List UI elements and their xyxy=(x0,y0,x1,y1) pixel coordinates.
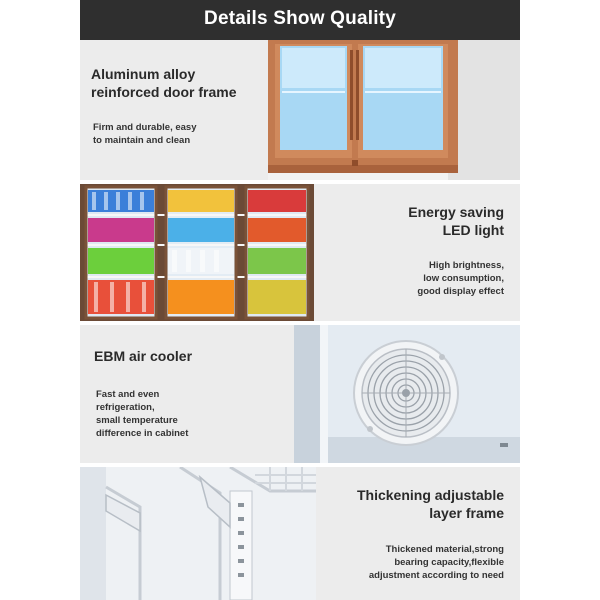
product-detail-page xyxy=(80,0,520,600)
layer-frame-image xyxy=(80,467,316,600)
section-description: Fast and even refrigeration, small temperature difference in cabinet xyxy=(96,389,189,439)
section-heading: Aluminum alloy reinforced door frame xyxy=(91,66,237,100)
page-title: Details Show Quality xyxy=(80,0,520,40)
section-air-cooler xyxy=(80,325,520,463)
section-description: Firm and durable, easy to maintain and clean xyxy=(93,122,197,146)
section-description: Thickened material,strong bearing capacity,flexible adjustment according to need xyxy=(368,544,504,581)
section-led-light xyxy=(80,184,520,321)
section-description: High brightness, low consumption, good display effect xyxy=(417,260,504,297)
led-cooler-image xyxy=(80,184,314,321)
section-heading: Energy saving LED light xyxy=(408,204,504,238)
air-cooler-image xyxy=(294,325,520,463)
section-door-frame xyxy=(80,40,520,180)
section-heading: EBM air cooler xyxy=(94,348,193,364)
section-layer-frame xyxy=(80,467,520,600)
section-heading: Thickening adjustable layer frame xyxy=(356,487,504,521)
door-frame-image xyxy=(268,40,520,180)
